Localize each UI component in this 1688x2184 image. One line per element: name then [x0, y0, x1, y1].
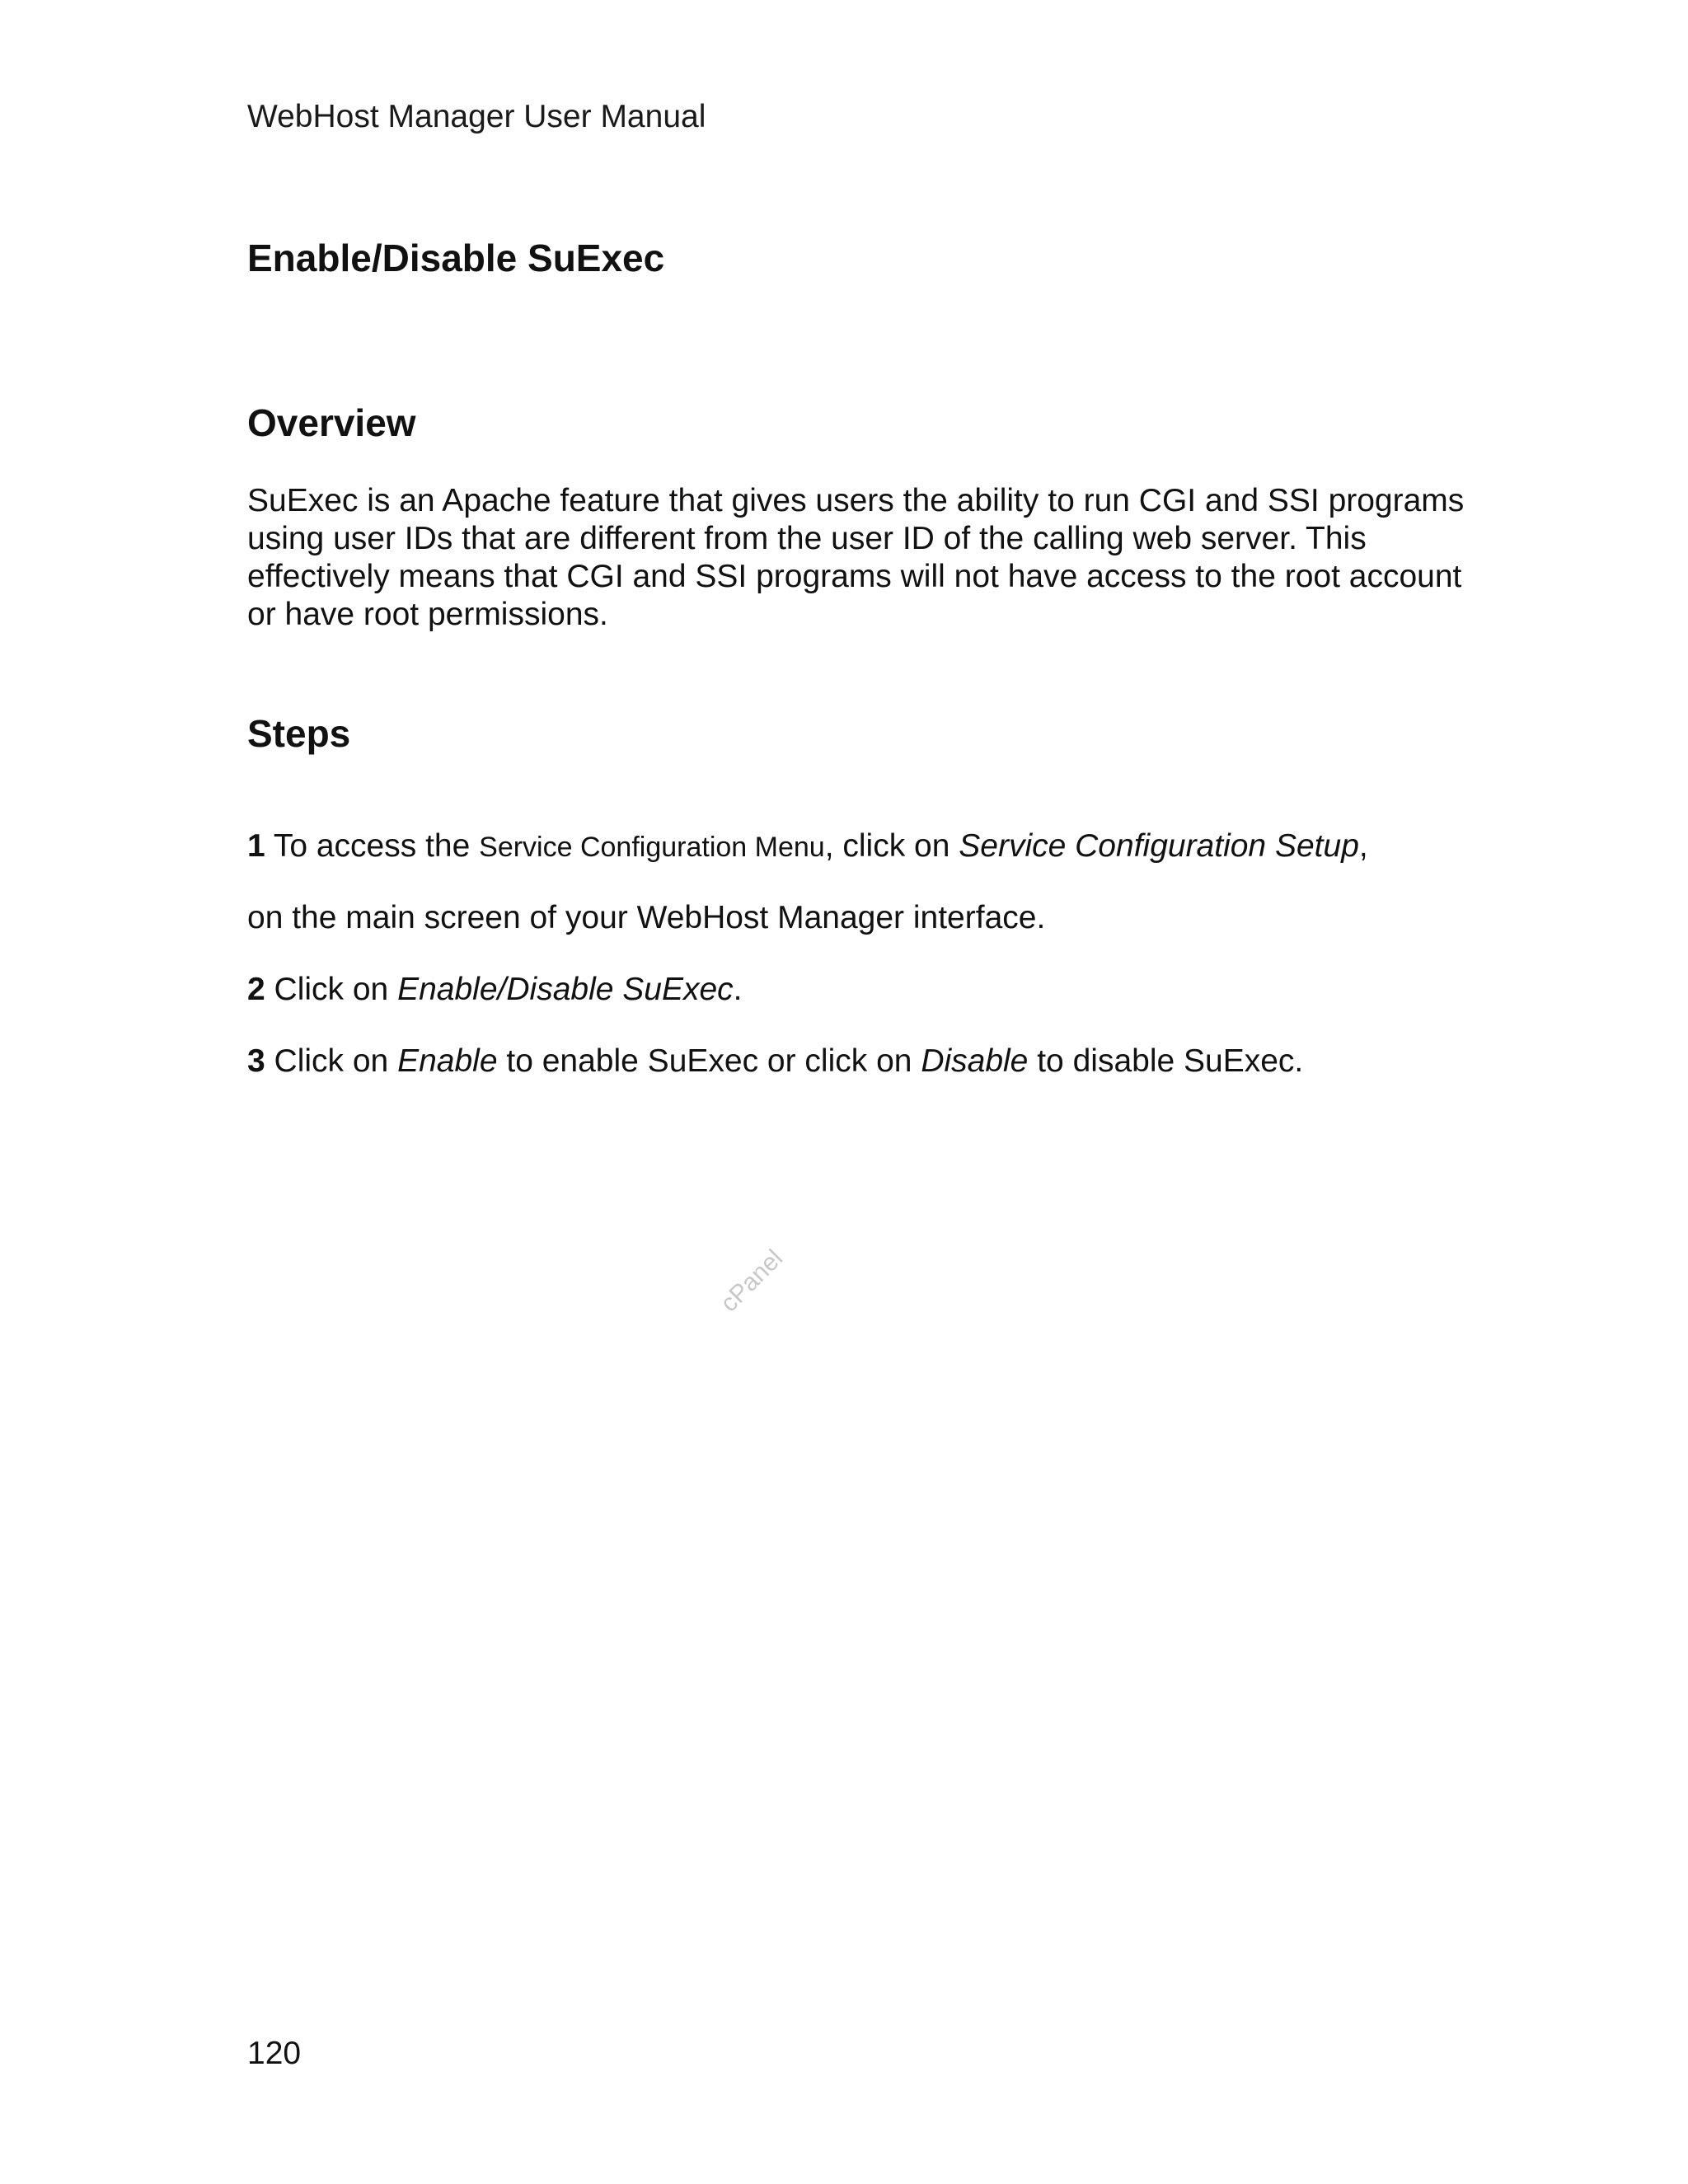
steps-heading: Steps	[247, 712, 351, 755]
step-number: 1	[247, 828, 265, 864]
running-header: WebHost Manager User Manual	[247, 99, 706, 134]
step-text: to disable SuExec.	[1028, 1043, 1304, 1079]
option-reference: Disable	[921, 1043, 1029, 1079]
step-text: .	[733, 972, 743, 1007]
page-title: Enable/Disable SuExec	[247, 237, 665, 279]
step-text: , click on	[824, 828, 959, 864]
step-number: 2	[247, 972, 265, 1007]
step-1	[247, 827, 1368, 867]
watermark: cPanel	[715, 1244, 789, 1318]
link-reference: Service Configuration Setup	[959, 828, 1359, 864]
page-number: 120	[247, 2036, 302, 2071]
option-reference: Enable	[397, 1043, 498, 1079]
step-text: ,	[1358, 828, 1368, 864]
step-3	[247, 1042, 1303, 1081]
step-2	[247, 970, 743, 1010]
overview-heading: Overview	[247, 401, 416, 444]
overview-paragraph: SuExec is an Apache feature that gives users the ability to run CGI and SSI programs using user IDs that are different from the user ID of the calling web server. This effectively means that CGI and SSI programs will not have access to the root account or have root permissions.	[247, 483, 1465, 632]
step-number: 3	[247, 1043, 265, 1079]
step-text: Click on	[265, 1043, 398, 1079]
step-text: to enable SuExec or click on	[497, 1043, 921, 1079]
link-reference: Enable/Disable SuExec	[397, 972, 734, 1007]
step-text: To access the	[265, 828, 480, 864]
step-text: Click on	[265, 972, 398, 1007]
menu-reference: Service Configuration Menu	[479, 832, 825, 863]
step-1-continuation: on the main screen of your WebHost Manager interface.	[247, 900, 1046, 935]
